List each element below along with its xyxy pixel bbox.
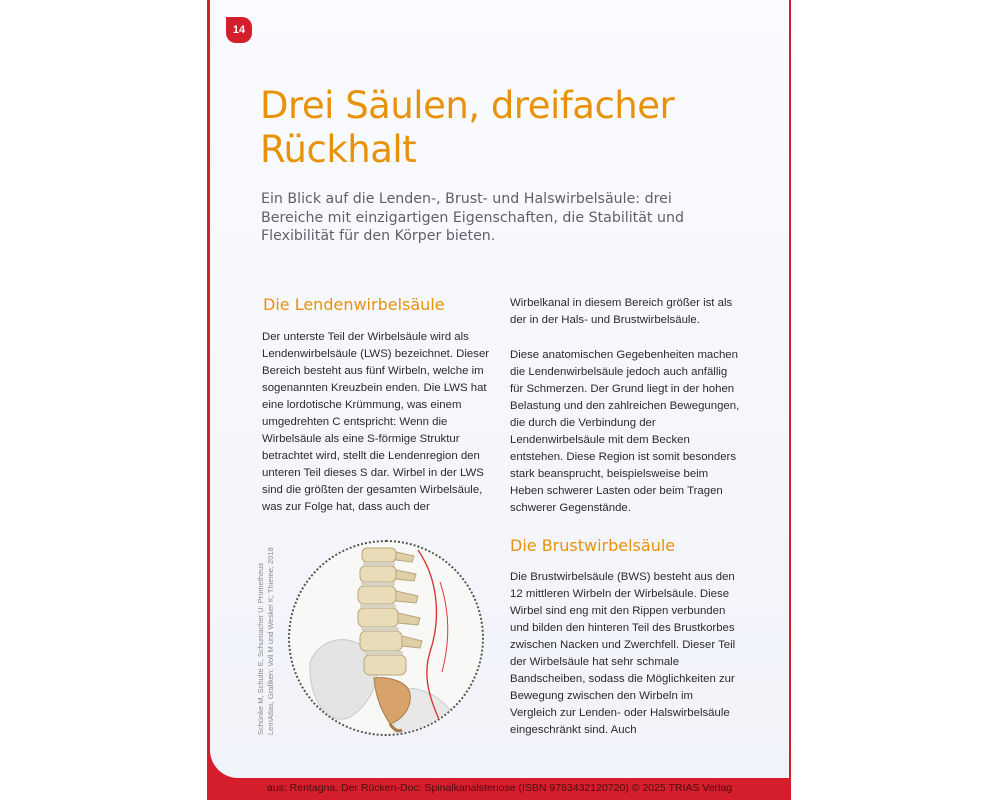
figure-credit xyxy=(256,540,275,735)
heading-brustwirbelsaeule: Die Brustwirbelsäule xyxy=(510,536,676,555)
lws-paragraph-1: Der unterste Teil der Wirbelsäule wird als Lendenwirbelsäule (LWS) bezeichnet. Dieser Bereich besteht aus fünf Wirbeln, welche im sogenannten Kreuzbein enden. Die LWS hat eine lordotische Krümmung, was einem umgedrehten C entspricht: Wenn die Wirbelsäule als eine S-förmige Struktur betrachtet wird, stellt die Lendenregion den unteren Teil dieses S dar. Wirbel in der LWS sind die größten der gesamten Wirbelsäule, was zur Folge hat, dass auch der xyxy=(262,331,490,513)
figure-credit-line-1: Schünke M, Schulte E, Schumacher U: Prometheus xyxy=(256,562,265,735)
heading-lendenwirbelsaeule: Die Lendenwirbelsäule xyxy=(263,295,445,314)
lws-paragraph-2: Wirbelkanal in diesem Bereich größer ist als der in der Hals- und Brustwirbelsäule. xyxy=(510,297,733,326)
figure-credit-line-2: LernAtlas, Grafiken: Voll M und Wesker K; Thieme; 2018 xyxy=(265,547,275,735)
lumbar-spine-illustration xyxy=(288,540,484,736)
page-number-badge: 14 xyxy=(226,17,252,43)
page-title: Drei Säulen, dreifacher Rückhalt xyxy=(260,84,675,171)
intro-text: Ein Blick auf die Lenden-, Brust- und Halswirbelsäule: drei Bereiche mit einzigartigen Eigenschaften, die Stabilität und Flexibilität für den Körper bieten. xyxy=(261,191,684,244)
lws-paragraph-3: Diese anatomischen Gegebenheiten machen die Lendenwirbelsäule jedoch auch anfällig für Schmerzen. Der Grund liegt in der hohen Belastung und den zahlreichen Bewegungen, die durch die Verbindung der Lendenwirbelsäule mit dem Becken entstehen. Diese Region ist somit besonders stark beansprucht, beispielsweise beim Heben schwerer Lasten oder beim Tragen schwerer Gegenstände. xyxy=(510,349,740,514)
bws-paragraph: Die Brustwirbelsäule (BWS) besteht aus den 12 mittleren Wirbeln der Wirbelsäule. Diese Wirbel sind eng mit den Rippen verbunden und bilden den hinteren Teil des Brustkorbes zwischen Nacken und Zwerchfell. Dieser Teil der Wirbelsäule hat sehr schmale Bandscheiben, sodass die Möglichkeiten zur Bewegung zwischen den Wirbeln im Vergleich zur Lenden- oder Halswirbelsäule eingeschränkt sind. Auch xyxy=(510,571,736,736)
source-footer: aus: Rentagna. Der Rücken-Doc: Spinalkanalstenose (ISBN 9783432120720) © 2025 TRIAS Verlag xyxy=(266,782,733,794)
